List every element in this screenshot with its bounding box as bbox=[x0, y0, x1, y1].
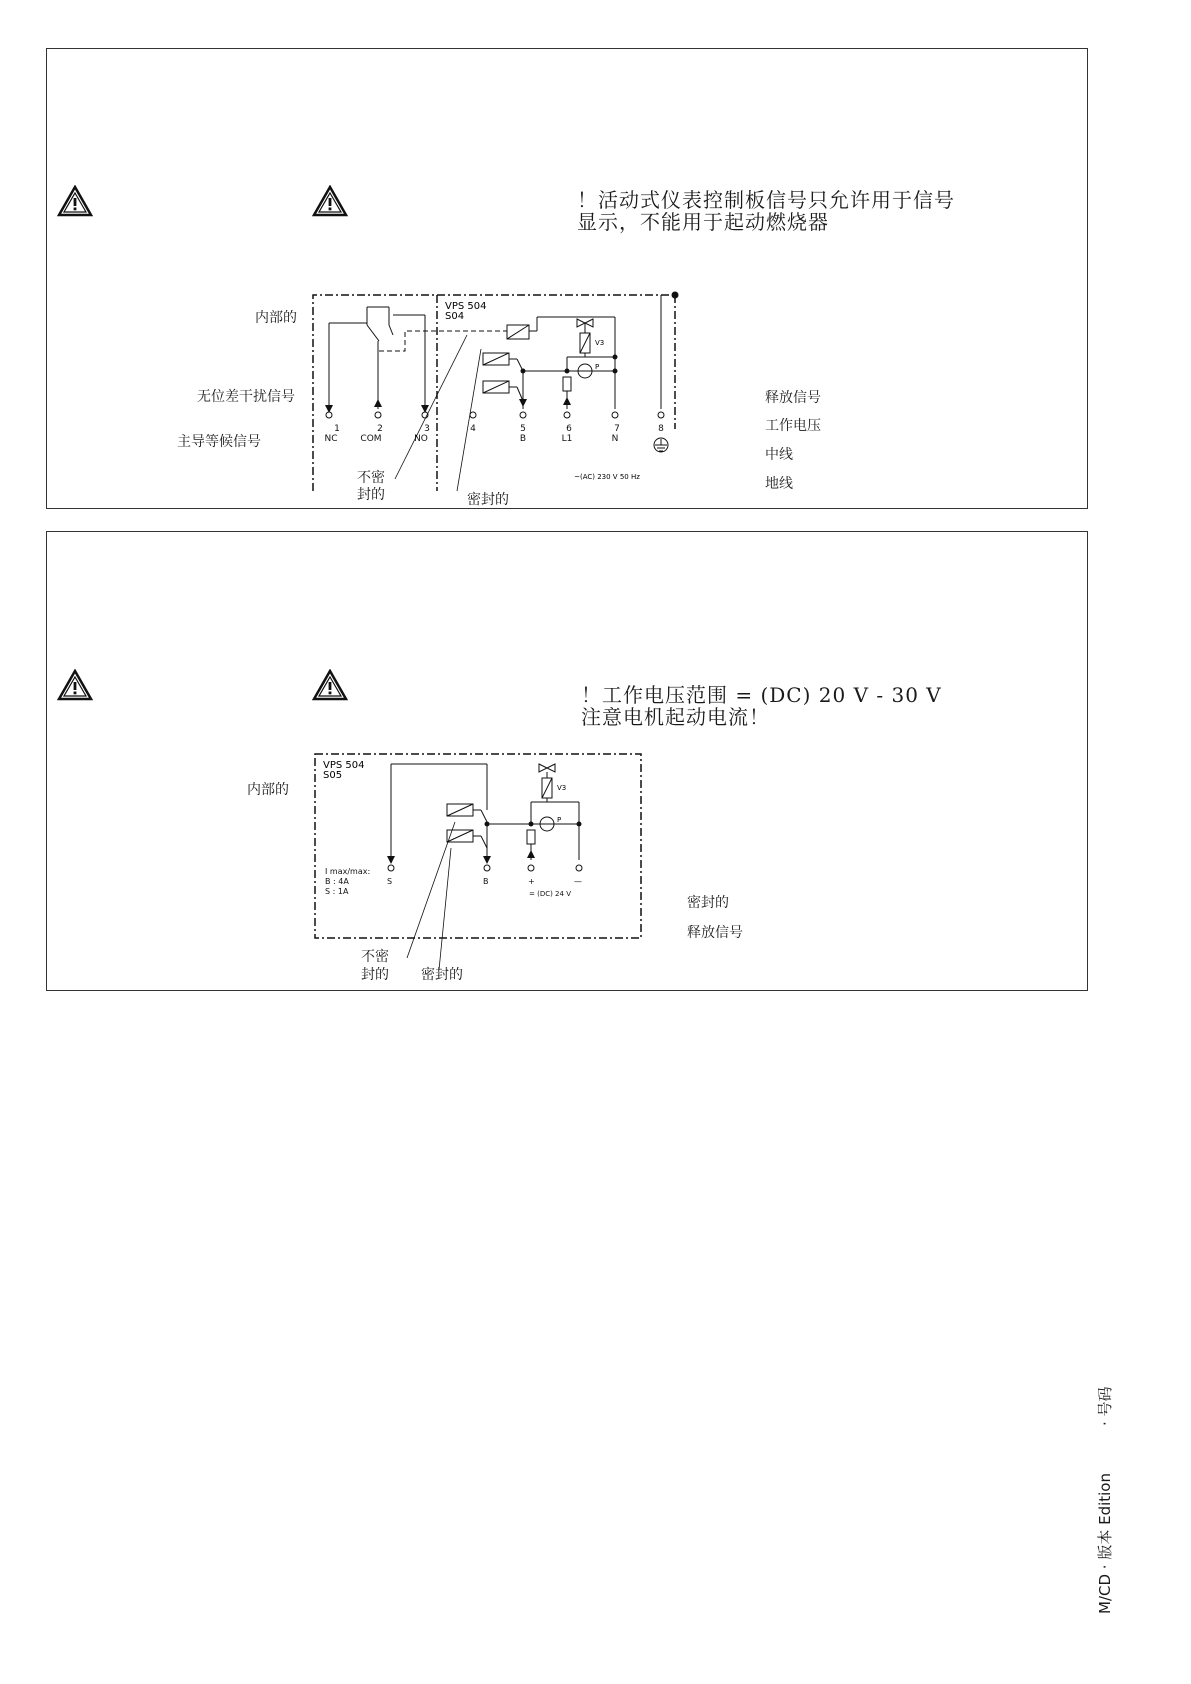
terminal-b: B bbox=[483, 877, 489, 886]
terminal-num-6: 6 bbox=[566, 424, 572, 434]
warning-note-line2: 显示，不能用于起动燃烧器 bbox=[577, 210, 829, 234]
code-label: · 号码 bbox=[1096, 1386, 1114, 1426]
imax-label: I max/max: bbox=[325, 867, 371, 876]
label-ground: 地线 bbox=[765, 476, 793, 492]
wiring-diagram-s05 bbox=[267, 748, 667, 978]
terminal-num-2: 2 bbox=[377, 424, 383, 434]
imax-s: S : 1A bbox=[325, 887, 349, 896]
panel-s05 bbox=[46, 531, 1088, 991]
model-line2: S04 bbox=[445, 311, 465, 322]
warning-note-line1: ！活动式仪表控制板信号只允许用于信号 bbox=[577, 188, 955, 212]
model-line1: VPS 504 bbox=[445, 301, 487, 312]
label-main-standby: 主导等候信号 bbox=[177, 434, 261, 450]
terminal-num-1: 1 bbox=[334, 424, 340, 434]
label-neutral: 中线 bbox=[765, 447, 793, 463]
label-internal: 内部的 bbox=[255, 310, 297, 326]
label-release: 释放信号 bbox=[687, 925, 743, 941]
pump-label: P bbox=[595, 363, 600, 371]
warning-icon bbox=[312, 185, 348, 217]
label-unsealed-2: 封的 bbox=[361, 967, 389, 983]
warning-icon bbox=[57, 669, 93, 701]
terminal-num-4: 4 bbox=[470, 424, 476, 434]
terminal-num-3: 3 bbox=[424, 424, 430, 434]
terminal-num-7: 7 bbox=[614, 424, 620, 434]
label-sealed: 密封的 bbox=[467, 492, 509, 508]
edition-label: M/CD · 版本 Edition bbox=[1096, 1473, 1114, 1614]
junction-dot bbox=[672, 292, 679, 299]
terminal-name-1: NC bbox=[324, 434, 338, 444]
warning-icon bbox=[312, 669, 348, 701]
terminal-num-8: 8 bbox=[658, 424, 664, 434]
terminal-name-3: NO bbox=[414, 434, 428, 444]
terminal-minus: — bbox=[574, 877, 582, 886]
terminal-plus: + bbox=[528, 877, 535, 886]
label-release: 释放信号 bbox=[765, 390, 821, 406]
label-sealed-right: 密封的 bbox=[687, 895, 729, 911]
terminal-name-6: L1 bbox=[561, 434, 573, 444]
model-line2: S05 bbox=[323, 770, 343, 781]
warning-icon bbox=[57, 185, 93, 217]
supply-label: ~(AC) 230 V 50 Hz bbox=[574, 473, 640, 481]
pump-label: P bbox=[557, 816, 562, 824]
valve-label: V3 bbox=[557, 784, 567, 792]
panel-s04 bbox=[46, 48, 1088, 509]
imax-b: B : 4A bbox=[325, 877, 349, 886]
supply-label: = (DC) 24 V bbox=[529, 890, 571, 898]
terminal-name-7: N bbox=[611, 434, 619, 444]
valve-label: V3 bbox=[595, 339, 605, 347]
label-unsealed-2: 封的 bbox=[357, 487, 385, 503]
label-sealed: 密封的 bbox=[421, 967, 463, 983]
label-unsealed-1: 不密 bbox=[357, 470, 385, 486]
wiring-diagram-s04 bbox=[267, 279, 727, 499]
label-potential-free: 无位差干扰信号 bbox=[197, 389, 295, 405]
model-line1: VPS 504 bbox=[323, 760, 365, 771]
label-operating-voltage: 工作电压 bbox=[765, 418, 821, 434]
label-unsealed-1: 不密 bbox=[361, 949, 389, 965]
terminal-num-5: 5 bbox=[520, 424, 526, 434]
warning-note-line2: 注意电机起动电流！ bbox=[581, 705, 770, 729]
terminal-name-5: B bbox=[519, 434, 527, 444]
label-internal: 内部的 bbox=[247, 782, 289, 798]
terminal-name-2: COM bbox=[360, 434, 382, 444]
warning-note-line1: ！工作电压范围 = (DC) 20 V - 30 V bbox=[581, 683, 942, 707]
terminal-s: S bbox=[387, 877, 393, 886]
